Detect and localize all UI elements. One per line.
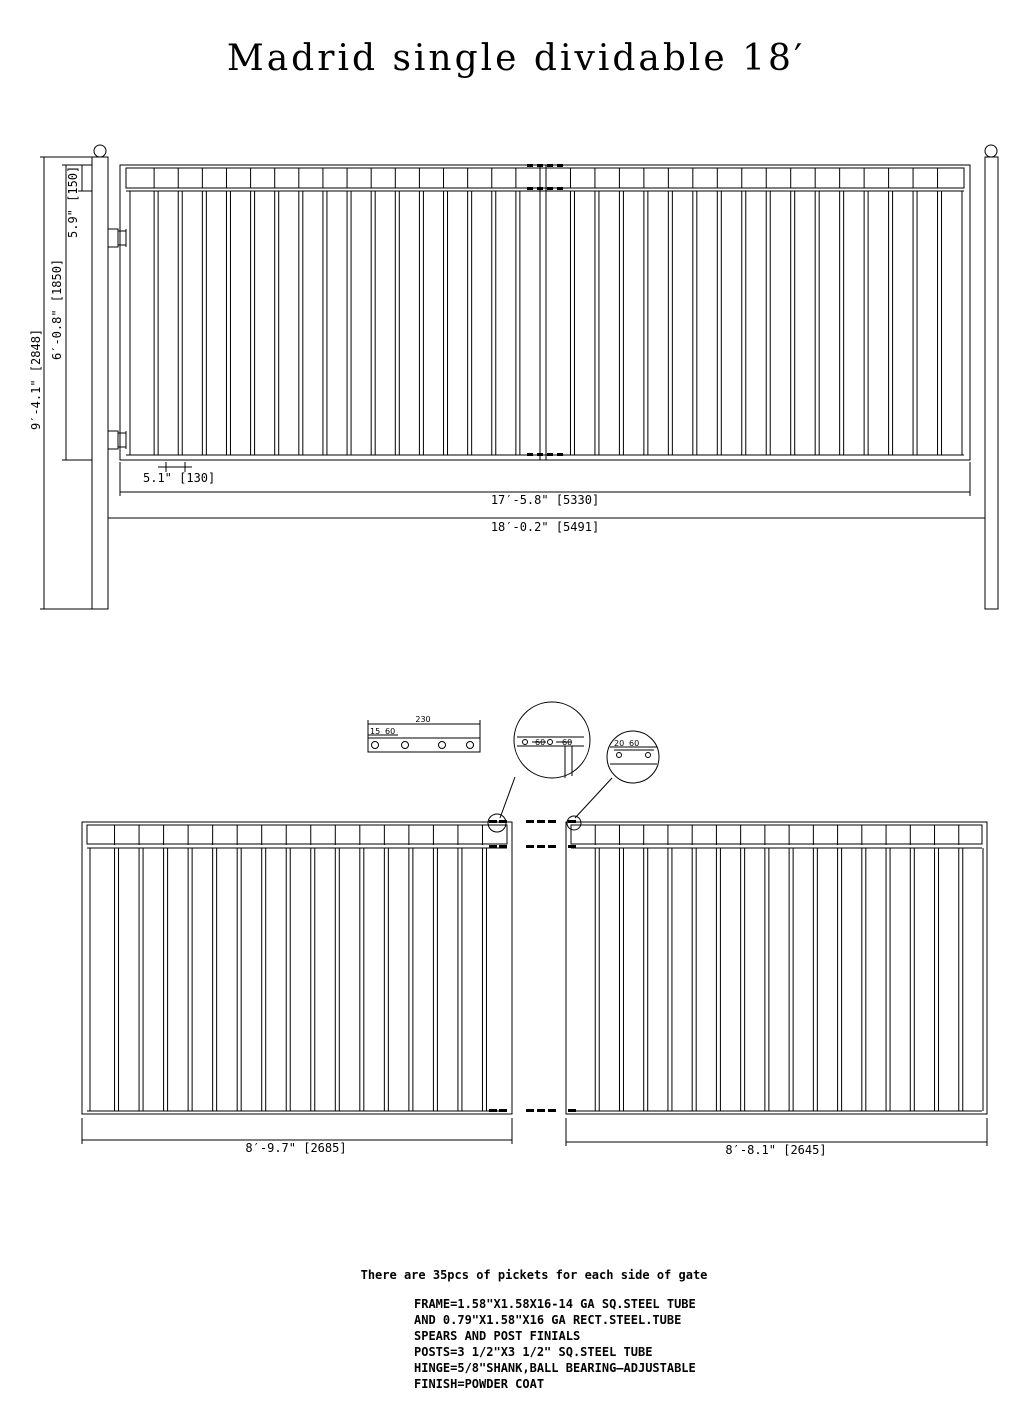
right-post	[985, 145, 998, 609]
label-zoom-right-b: 60	[629, 739, 640, 748]
dim-gate-width	[120, 462, 970, 496]
hinge-upper	[108, 229, 126, 247]
mounting-plate-detail	[368, 720, 480, 752]
spec-item: AND 0.79"X1.58"X16 GA RECT.STEEL.TUBE	[414, 1313, 682, 1327]
center-split	[540, 165, 546, 460]
gate-frame	[120, 165, 970, 460]
hinge-lower	[108, 431, 126, 449]
spec-item: SPEARS AND POST FINIALS	[414, 1329, 581, 1343]
panel-pickets	[115, 825, 963, 1111]
label-plate-length: 230	[415, 715, 431, 724]
label-left-panel-width: 8′-9.7" [2685]	[245, 1141, 347, 1155]
label-gate-width: 17′-5.8" [5330]	[490, 493, 600, 507]
label-zoom-left-b: 60	[562, 738, 573, 747]
center-latch-marks	[527, 164, 563, 456]
dim-top-gap	[78, 165, 92, 191]
label-top-gap: 5.9" [150]	[66, 165, 80, 238]
spec-item: POSTS=3 1/2"X3 1/2" SQ.STEEL TUBE	[414, 1345, 653, 1359]
spec-item: FRAME=1.58"X1.58X16-14 GA SQ.STEEL TUBE	[414, 1297, 696, 1311]
pickets-note: There are 35pcs of pickets for each side of gate	[360, 1268, 708, 1282]
label-zoom-left-a: 60	[535, 738, 546, 747]
drawing-title: Madrid single dividable 18′	[226, 38, 806, 79]
left-post	[92, 145, 108, 609]
label-plate-offset: 15	[370, 727, 381, 736]
panel-hardware	[489, 820, 576, 1112]
spec-item: FINISH=POWDER COAT	[414, 1377, 545, 1391]
label-right-panel-width: 8′-8.1" [2645]	[725, 1143, 827, 1157]
label-zoom-right-a: 20	[614, 739, 625, 748]
label-picket-spacing: 5.1" [130]	[143, 471, 216, 485]
dim-right-panel-width	[566, 1118, 987, 1146]
spec-item: HINGE=5/8"SHANK,BALL BEARING—ADJUSTABLE	[414, 1361, 696, 1375]
spec-notes	[0, 1268, 1032, 1392]
gate-pickets	[154, 168, 941, 455]
label-post-height: 9′-4.1" [2848]	[29, 328, 43, 430]
zoom-detail-left	[500, 702, 590, 818]
right-panel-frame	[566, 822, 987, 1114]
left-panel-frame	[82, 822, 512, 1114]
label-opening-width: 18′-0.2" [5491]	[490, 520, 600, 534]
label-gate-height: 6′-0.8" [1850]	[50, 258, 64, 360]
spec-list	[0, 1296, 1032, 1392]
label-plate-spacing: 60	[385, 727, 396, 736]
